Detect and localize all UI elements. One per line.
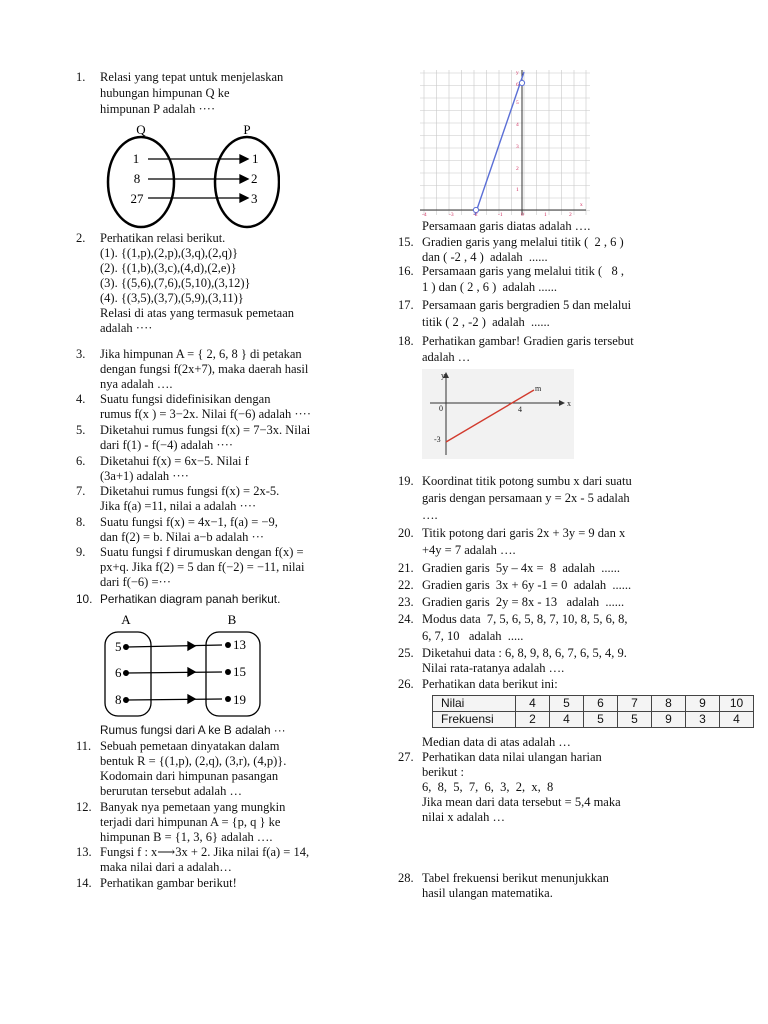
arrowhead-icon <box>188 642 195 650</box>
question-number: 26. <box>398 677 414 691</box>
table-cell: 4 <box>516 696 550 712</box>
question-number: 20. <box>398 526 414 540</box>
svg-text:-1: -1 <box>498 212 503 218</box>
question-number: 21. <box>398 561 414 575</box>
question-number: 1. <box>76 70 86 84</box>
table-row <box>433 712 754 728</box>
table-cell: 10 <box>720 696 754 712</box>
question-text: Relasi yang tepat untuk menjelaskan <box>100 70 284 84</box>
question-text: (4). {(3,5),(3,7),(5,9),(3,11)} <box>100 291 244 305</box>
question-text: adalah ···· <box>100 321 153 335</box>
question-text: maka nilai dari a adalah… <box>100 860 232 874</box>
svg-text:4: 4 <box>516 122 519 128</box>
question-number: 3. <box>76 347 86 361</box>
question-text: Diketahui rumus fungsi f(x) = 7−3x. Nilai <box>100 423 311 437</box>
question-text: Suatu fungsi f(x) = 4x−1, f(a) = −9, <box>100 515 278 529</box>
svg-text:6: 6 <box>516 82 519 88</box>
question-text: (2). {(1,b),(3,c),(4,d),(2,e)} <box>100 261 237 275</box>
set-title-p: P <box>243 122 251 137</box>
svg-text:3: 3 <box>516 144 519 150</box>
question-text: Perhatikan gambar! Gradien garis tersebut <box>422 334 634 348</box>
question-number: 28. <box>398 871 414 885</box>
question-number: 7. <box>76 484 86 498</box>
question-text: Titik potong dari garis 2x + 3y = 9 dan x <box>422 526 626 540</box>
question-number: 15. <box>398 235 414 249</box>
set-title-a: A <box>121 612 131 627</box>
question-text: terjadi dari himpunan A = {p, q } ke <box>100 815 281 829</box>
question-text: dari f(−6) =··· <box>100 575 172 589</box>
question-text: Jika himpunan A = { 2, 6, 8 } di petakan <box>100 347 302 361</box>
question-text: nya adalah …. <box>100 377 173 391</box>
question-text: Banyak nya pemetaan yang mungkin <box>100 800 286 814</box>
question-number: 18. <box>398 334 414 348</box>
question-text: bentuk R = {(1,p), (2,q), (3,r), (4,p)}. <box>100 754 287 768</box>
line-graph-14 <box>420 70 590 220</box>
question-text: 6, 8, 5, 7, 6, 3, 2, x, 8 <box>422 780 554 794</box>
svg-text:2: 2 <box>516 166 519 172</box>
question-text: Perhatikan data nilai ulangan harian <box>422 750 602 764</box>
question-number: 23. <box>398 595 414 609</box>
question-text: Perhatikan relasi berikut. <box>100 231 226 245</box>
svg-text:y: y <box>441 371 445 380</box>
question-text: berikut : <box>422 765 465 779</box>
question-text: Perhatikan gambar berikut! <box>100 876 237 890</box>
question-text: adalah … <box>422 350 471 364</box>
question-text: Koordinat titik potong sumbu x dari suatu <box>422 474 632 488</box>
svg-text:1: 1 <box>516 187 519 193</box>
question-text: Kodomain dari himpunan pasangan <box>100 769 279 783</box>
question-text: Fungsi f : x⟶3x + 2. Jika nilai f(a) = 14, <box>100 845 310 859</box>
question-number: 2. <box>76 231 86 245</box>
question-text: Rumus fungsi dari A ke B adalah ··· <box>100 723 286 737</box>
grid-lines <box>420 70 590 215</box>
intercept-point <box>519 80 524 85</box>
set-q-element: 1 <box>132 151 140 166</box>
question-text: Tabel frekuensi berikut menunjukkan <box>422 871 609 885</box>
arrowhead-icon <box>240 194 248 202</box>
arrowhead-icon <box>188 668 195 676</box>
table-cell: 6 <box>584 696 618 712</box>
question-text: Persamaan garis bergradien 5 dan melalui <box>422 298 632 312</box>
table-cell: 9 <box>686 696 720 712</box>
question-number: 9. <box>76 545 86 559</box>
mapping-arrow <box>126 672 222 673</box>
table-cell: 5 <box>584 712 618 728</box>
svg-text:y: y <box>516 70 519 76</box>
svg-text:-3: -3 <box>449 212 454 218</box>
set-a-element: 5 <box>115 639 122 654</box>
svg-text:0: 0 <box>439 404 443 413</box>
question-number: 17. <box>398 298 414 312</box>
question-text: garis dengan persamaan y = 2x - 5 adalah <box>422 491 630 505</box>
question-text: dan f(2) = b. Nilai a−b adalah ··· <box>100 530 265 544</box>
question-text: berurutan tersebut adalah … <box>100 784 242 798</box>
table-cell: 9 <box>652 712 686 728</box>
question-text: Gradien garis 5y – 4x = 8 adalah ...... <box>422 561 620 575</box>
table-cell: 8 <box>652 696 686 712</box>
question-text: +4y = 7 adalah …. <box>422 543 516 557</box>
set-a-element: 8 <box>115 692 122 707</box>
question-text: rumus f(x ) = 3−2x. Nilai f(−6) adalah ···· <box>100 407 312 421</box>
question-number: 14. <box>76 876 92 890</box>
svg-text:-2: -2 <box>473 212 478 218</box>
question-text: dengan fungsi f(2x+7), maka daerah hasil <box>100 362 309 376</box>
set-b-element: 15 <box>233 664 246 679</box>
question-number: 4. <box>76 392 86 406</box>
question-text: titik ( 2 , -2 ) adalah ...... <box>422 315 550 329</box>
svg-text:-4: -4 <box>422 212 427 218</box>
question-text: Persamaan garis diatas adalah …. <box>422 219 591 233</box>
question-text: 1 ) dan ( 2 , 6 ) adalah ...... <box>422 280 558 294</box>
table-cell: 4 <box>720 712 754 728</box>
set-q-oval <box>108 137 174 227</box>
question-number: 8. <box>76 515 86 529</box>
svg-text:-3: -3 <box>434 435 441 444</box>
set-b-element: 19 <box>233 692 246 707</box>
table-cell: 2 <box>516 712 550 728</box>
question-text: dan ( -2 , 4 ) adalah ...... <box>422 250 548 264</box>
table-header-cell: Nilai <box>433 696 516 712</box>
set-a-element: 6 <box>115 665 122 680</box>
set-p-element: 1 <box>252 151 259 166</box>
question-text: Diketahui f(x) = 6x−5. Nilai f <box>100 454 249 468</box>
set-title-q: Q <box>136 122 146 137</box>
question-text: Median data di atas adalah … <box>422 735 571 749</box>
question-text: himpunan P adalah ···· <box>100 102 216 116</box>
mapping-arrow <box>126 645 222 647</box>
svg-text:4: 4 <box>518 405 522 414</box>
svg-text:0: 0 <box>521 212 524 218</box>
question-number: 11. <box>76 739 92 753</box>
question-number: 22. <box>398 578 414 592</box>
set-q-element: 27 <box>130 191 144 206</box>
arrow-diagram-q-p <box>100 118 280 233</box>
table-cell: 4 <box>550 712 584 728</box>
question-text: dari f(1) - f(−4) adalah ···· <box>100 438 234 452</box>
question-text: Gradien garis yang melalui titik ( 2 , 6 ) <box>422 235 624 249</box>
question-text: Perhatikan diagram panah berikut. <box>100 592 281 606</box>
svg-text:m: m <box>535 384 542 393</box>
question-text: himpunan B = {1, 3, 6} adalah …. <box>100 830 273 844</box>
set-title-b: B <box>227 612 237 627</box>
question-text: Sebuah pemetaan dinyatakan dalam <box>100 739 280 753</box>
question-text: Diketahui data : 6, 8, 9, 8, 6, 7, 6, 5, 4, 9. <box>422 646 627 660</box>
graph-background <box>422 369 574 459</box>
table-cell: 5 <box>550 696 584 712</box>
svg-text:5: 5 <box>516 100 519 106</box>
table-cell: 7 <box>618 696 652 712</box>
question-number: 13. <box>76 845 92 859</box>
line-graph-18 <box>422 369 574 459</box>
question-text: (3a+1) adalah ···· <box>100 469 189 483</box>
question-text: 6, 7, 10 adalah ..... <box>422 629 524 643</box>
question-text: Diketahui rumus fungsi f(x) = 2x-5. <box>100 484 280 498</box>
question-text: hasil ulangan matematika. <box>422 886 553 900</box>
question-text: Nilai rata-ratanya adalah …. <box>422 661 565 675</box>
frequency-table-26 <box>432 695 754 728</box>
question-number: 5. <box>76 423 86 437</box>
question-text: Suatu fungsi f dirumuskan dengan f(x) = <box>100 545 304 559</box>
set-q-element: 8 <box>133 171 141 186</box>
arrowhead-icon <box>240 155 248 163</box>
question-text: Perhatikan data berikut ini: <box>422 677 558 691</box>
question-number: 12. <box>76 800 92 814</box>
svg-text:2: 2 <box>569 212 572 218</box>
set-b-element: 13 <box>233 637 246 652</box>
question-text: hubungan himpunan Q ke <box>100 86 230 100</box>
question-text: (1). {(1,p),(2,p),(3,q),(2,q)} <box>100 246 239 260</box>
question-number: 6. <box>76 454 86 468</box>
question-number: 16. <box>398 264 414 278</box>
table-row <box>433 696 754 712</box>
question-number: 24. <box>398 612 414 626</box>
question-number: 10. <box>76 592 93 606</box>
question-text: nilai x adalah … <box>422 810 505 824</box>
question-text: …. <box>422 508 438 522</box>
question-number: 27. <box>398 750 414 764</box>
question-text: Modus data 7, 5, 6, 5, 8, 7, 10, 8, 5, 6, 8, <box>422 612 628 626</box>
set-p-oval <box>215 137 279 227</box>
question-number: 25. <box>398 646 414 660</box>
question-text: Gradien garis 3x + 6y -1 = 0 adalah ...... <box>422 578 632 592</box>
svg-text:x: x <box>580 202 583 208</box>
table-header-cell: Frekuensi <box>433 712 516 728</box>
question-text: Persamaan garis yang melalui titik ( 8 , <box>422 264 625 278</box>
question-text: Gradien garis 2y = 8x - 13 adalah ...... <box>422 595 625 609</box>
mapping-arrow <box>126 699 222 700</box>
question-text: px+q. Jika f(2) = 5 dan f(−2) = −11, nilai <box>100 560 305 574</box>
svg-text:1: 1 <box>544 212 547 218</box>
table-cell: 5 <box>618 712 652 728</box>
question-text: Relasi di atas yang termasuk pemetaan <box>100 306 295 320</box>
table-cell: 3 <box>686 712 720 728</box>
question-text: Suatu fungsi didefinisikan dengan <box>100 392 271 406</box>
question-text: Jika f(a) =11, nilai a adalah ···· <box>100 499 257 513</box>
arrowhead-icon <box>188 695 195 703</box>
arrowhead-icon <box>240 175 248 183</box>
set-p-element: 2 <box>251 171 258 186</box>
question-number: 19. <box>398 474 414 488</box>
set-p-element: 3 <box>251 191 258 206</box>
svg-text:x: x <box>567 399 571 408</box>
question-text: Jika mean dari data tersebut = 5,4 maka <box>422 795 621 809</box>
arrow-diagram-a-b <box>98 610 268 722</box>
question-text: (3). {(5,6),(7,6),(5,10),(3,12)} <box>100 276 251 290</box>
